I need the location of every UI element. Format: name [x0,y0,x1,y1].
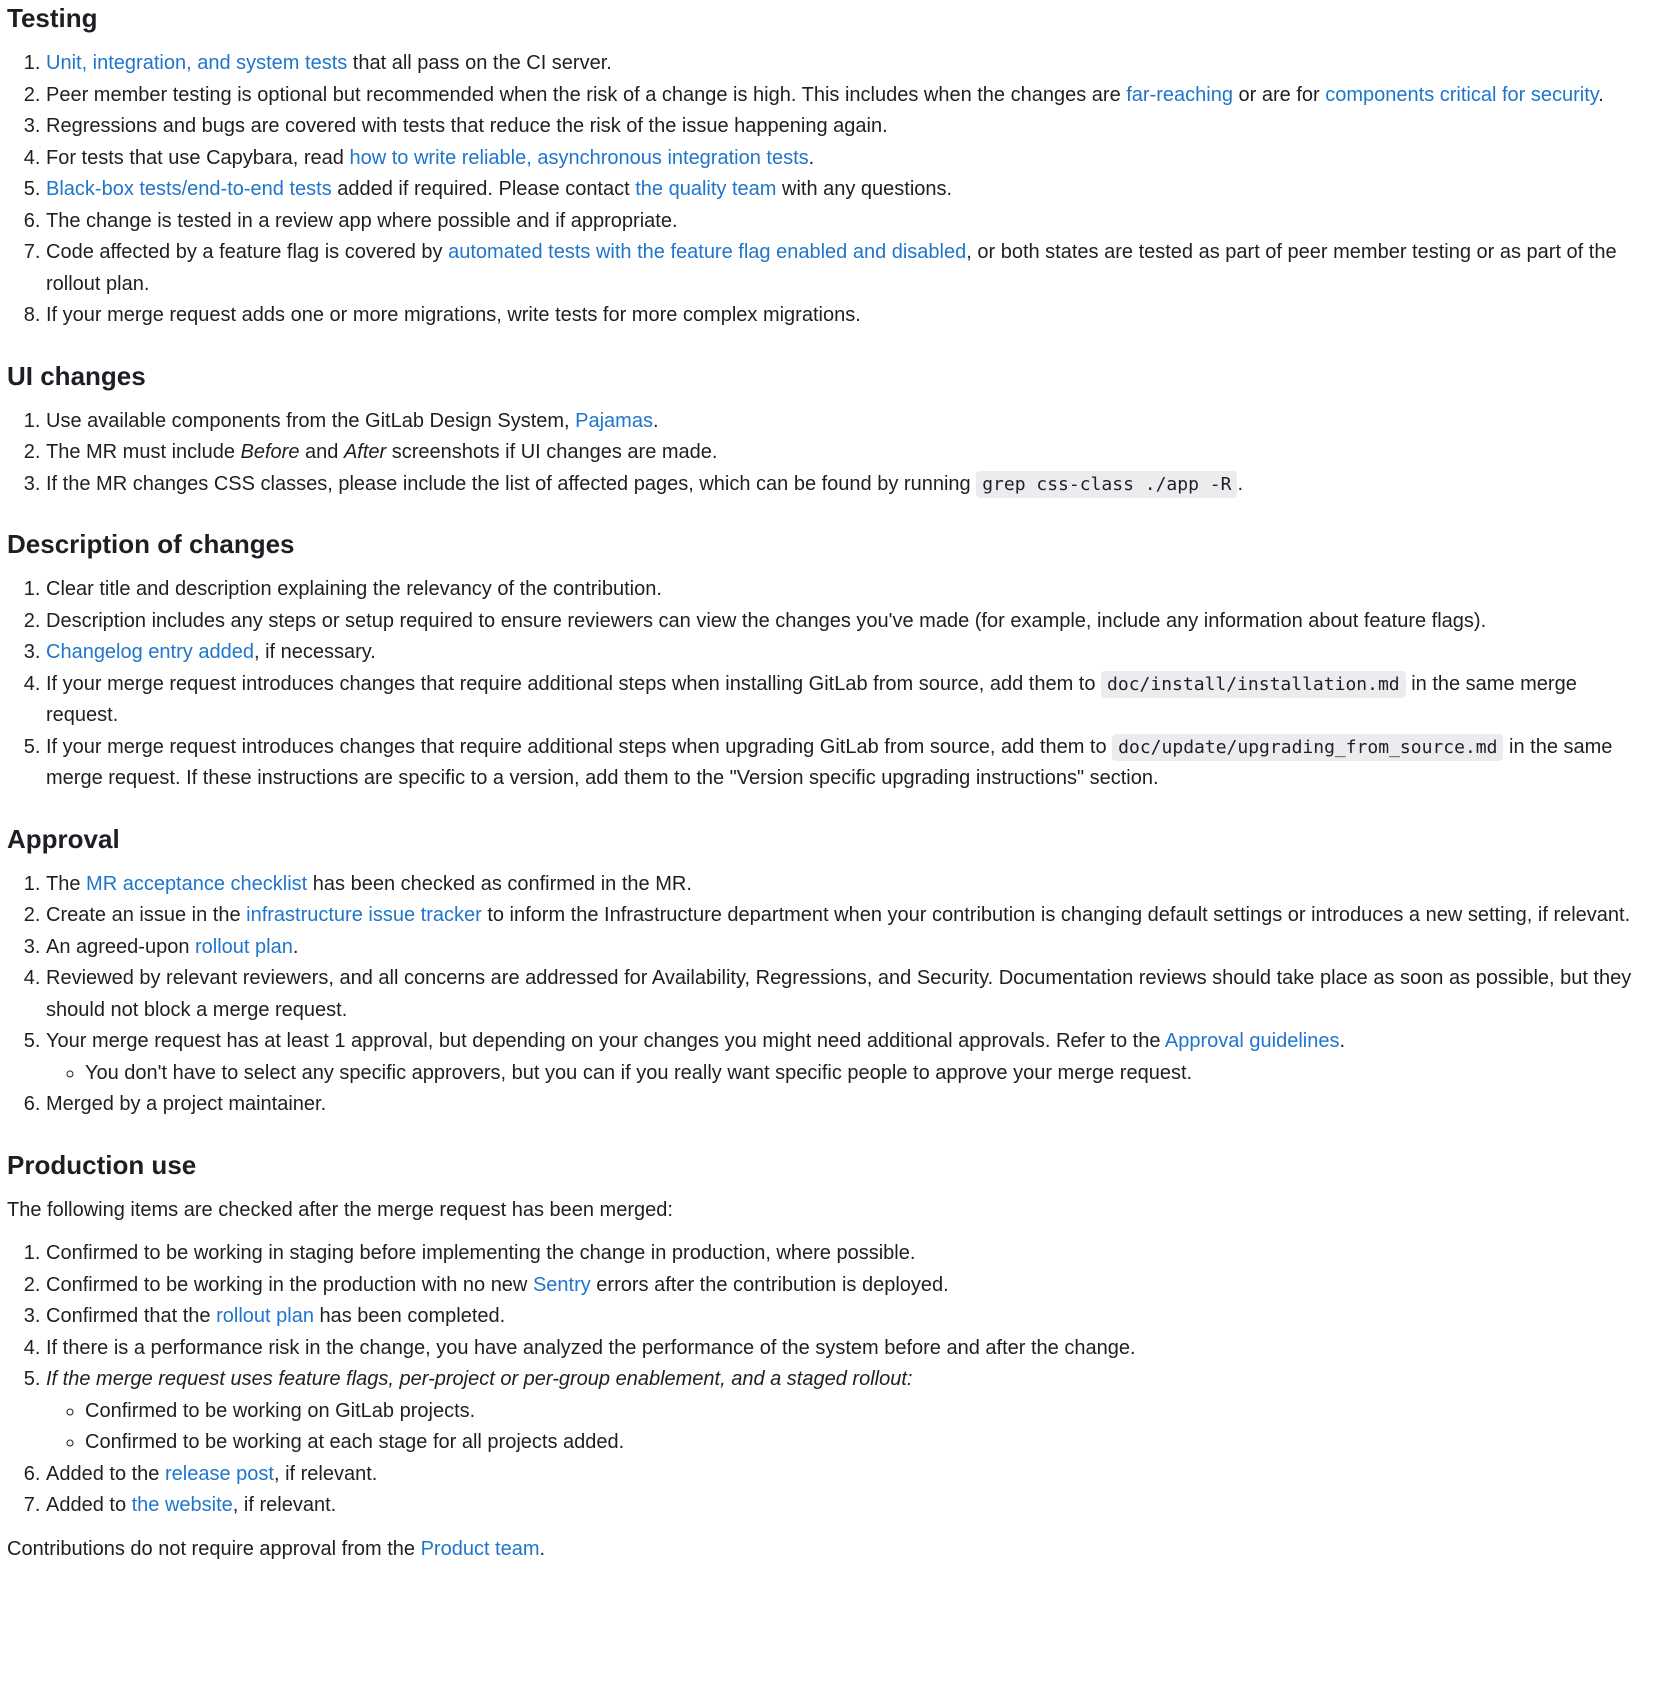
link-unit-integration-system-tests[interactable]: Unit, integration, and system tests [46,52,348,74]
code-installation-path: doc/install/installation.md [1101,671,1406,698]
approval-sublist [46,1058,1650,1090]
list-item: 4. If there is a performance risk in the change, you have analyzed the performance of the system before and after the change. [46,1333,1650,1365]
link-the-website[interactable]: the website [131,1494,233,1516]
list-item: 6. Merged by a project maintainer. [46,1089,1650,1121]
list-item: 2. Peer member testing is optional but recommended when the risk of a change is high. This includes when the changes are far-reaching or are for components critical for security. [46,80,1650,112]
code-upgrading-path: doc/update/upgrading_from_source.md [1112,734,1503,761]
description-list [7,574,1650,795]
link-components-critical-for-security[interactable]: components critical for security [1325,83,1599,106]
list-item: 2. Description includes any steps or setup required to ensure reviewers can view the changes you've made (for example, include any information about feature flags). [46,606,1650,638]
approval-list [7,869,1650,1121]
link-sentry[interactable]: Sentry [532,1273,591,1296]
link-infrastructure-issue-tracker[interactable]: infrastructure issue tracker [246,904,482,926]
list-item: 3. An agreed-upon rollout plan. [46,932,1650,964]
link-approval-guidelines[interactable]: Approval guidelines [1164,1030,1340,1052]
list-item: 6. Added to the release post, if relevant. [46,1459,1650,1491]
testing-list [7,48,1650,332]
link-release-post[interactable]: release post [164,1462,274,1485]
link-product-team[interactable]: Product team [420,1537,540,1560]
list-item: 1. Confirmed to be working in staging before implementing the change in production, where possible. [46,1238,1650,1270]
code-grep-command: grep css-class ./app -R [976,471,1237,498]
list-item: 3. Regressions and bugs are covered with tests that reduce the risk of the issue happening again. [46,111,1650,143]
sub-list-item: ◦ Confirmed to be working at each stage for all projects added. [85,1427,1650,1459]
list-item: 6. The change is tested in a review app where possible and if appropriate. [46,206,1650,238]
link-quality-team[interactable]: the quality team [635,178,777,200]
list-item: 1. Clear title and description explaining the relevancy of the contribution. [46,574,1650,606]
production-intro: The following items are checked after the merge request has been merged: [7,1198,673,1221]
heading-testing: Testing [7,3,98,33]
heading-approval: Approval [7,823,120,854]
list-item: 5. If the merge request uses feature flags, per-project or per-group enablement, and a staged rollout: ◦ Confirmed to be working on GitLab projects. ◦ Confirmed to be working at each stage for all projects added. [46,1364,1650,1459]
link-pajamas[interactable]: Pajamas [575,409,653,432]
list-item: 5. Your merge request has at least 1 approval, but depending on your changes you might need additional approvals. Refer to the Approval guidelines. ◦ You don't have to select any specific approvers, but you can if you really want specific people to approve your merge request. [46,1026,1650,1089]
link-reliable-integration-tests[interactable]: how to write reliable, asynchronous integration tests [349,146,809,169]
list-item: 3. Changelog entry added, if necessary. [46,637,1650,669]
heading-ui-changes: UI changes [7,360,146,391]
list-item: 3. If the MR changes CSS classes, please include the list of affected pages, which can be found by running grep css-class ./app -R . [46,469,1650,501]
list-item: 4. If your merge request introduces changes that require additional steps when installing GitLab from source, add them to doc/install/installation.md in the same merge request. [46,669,1650,732]
ui-changes-list [7,406,1650,501]
link-rollout-plan-2[interactable]: rollout plan [216,1305,314,1327]
list-item: 4. Reviewed by relevant reviewers, and all concerns are addressed for Availability, Regressions, and Security. Documentation reviews should take place as soon as possible, but they should not block a merge request. [46,963,1650,1026]
list-item: 5. Black-box tests/end-to-end tests added if required. Please contact the quality team with any questions. [46,174,1650,206]
list-item: 1. Unit, integration, and system tests that all pass on the CI server. [46,48,1650,80]
list-item: 2. Create an issue in the infrastructure issue tracker to inform the Infrastructure department when your contribution is changing default settings or introduces a new setting, if relevant. [46,900,1650,932]
sub-list-item: ◦ You don't have to select any specific approvers, but you can if you really want specific people to approve your merge request. [85,1058,1650,1090]
link-feature-flag-tests[interactable]: automated tests with the feature flag enabled and disabled [448,241,967,263]
list-item: 1. Use available components from the GitLab Design System, Pajamas. [46,406,1650,438]
list-item: 4. For tests that use Capybara, read how to write reliable, asynchronous integration tests. [46,143,1650,175]
list-item: 7. Added to the website, if relevant. [46,1490,1650,1522]
list-item: 7. Code affected by a feature flag is covered by automated tests with the feature flag enabled and disabled, or both states are tested as part of peer member testing or as part of the rollout plan. [46,237,1650,300]
link-black-box-tests[interactable]: Black-box tests/end-to-end tests [46,178,332,200]
link-changelog-entry[interactable]: Changelog entry added [46,641,254,663]
link-far-reaching[interactable]: far-reaching [1126,83,1233,106]
list-item: 8. If your merge request adds one or more migrations, write tests for more complex migrations. [46,300,1650,332]
list-item: 5. If your merge request introduces changes that require additional steps when upgrading GitLab from source, add them to doc/update/upgrading_from_source.md in the same merge request. If these instructions are specific to a version, add them to the "Version specific upgrading instructions" section. [46,732,1650,795]
production-list [7,1238,1650,1522]
list-item: 1. The MR acceptance checklist has been checked as confirmed in the MR. [46,869,1650,901]
heading-production-use: Production use [7,1149,197,1180]
production-footer: Contributions do not require approval from the Product team. [7,1537,546,1560]
list-item: 2. The MR must include Before and After screenshots if UI changes are made. [46,437,1650,469]
list-item: 3. Confirmed that the rollout plan has been completed. [46,1301,1650,1333]
heading-description-of-changes: Description of changes [7,529,295,559]
link-mr-acceptance-checklist[interactable]: MR acceptance checklist [86,872,308,895]
production-sublist [46,1396,1650,1459]
sub-list-item: ◦ Confirmed to be working on GitLab projects. [85,1396,1650,1428]
link-rollout-plan[interactable]: rollout plan [195,935,293,958]
list-item: 2. Confirmed to be working in the production with no new Sentry errors after the contribution is deployed. [46,1270,1650,1302]
